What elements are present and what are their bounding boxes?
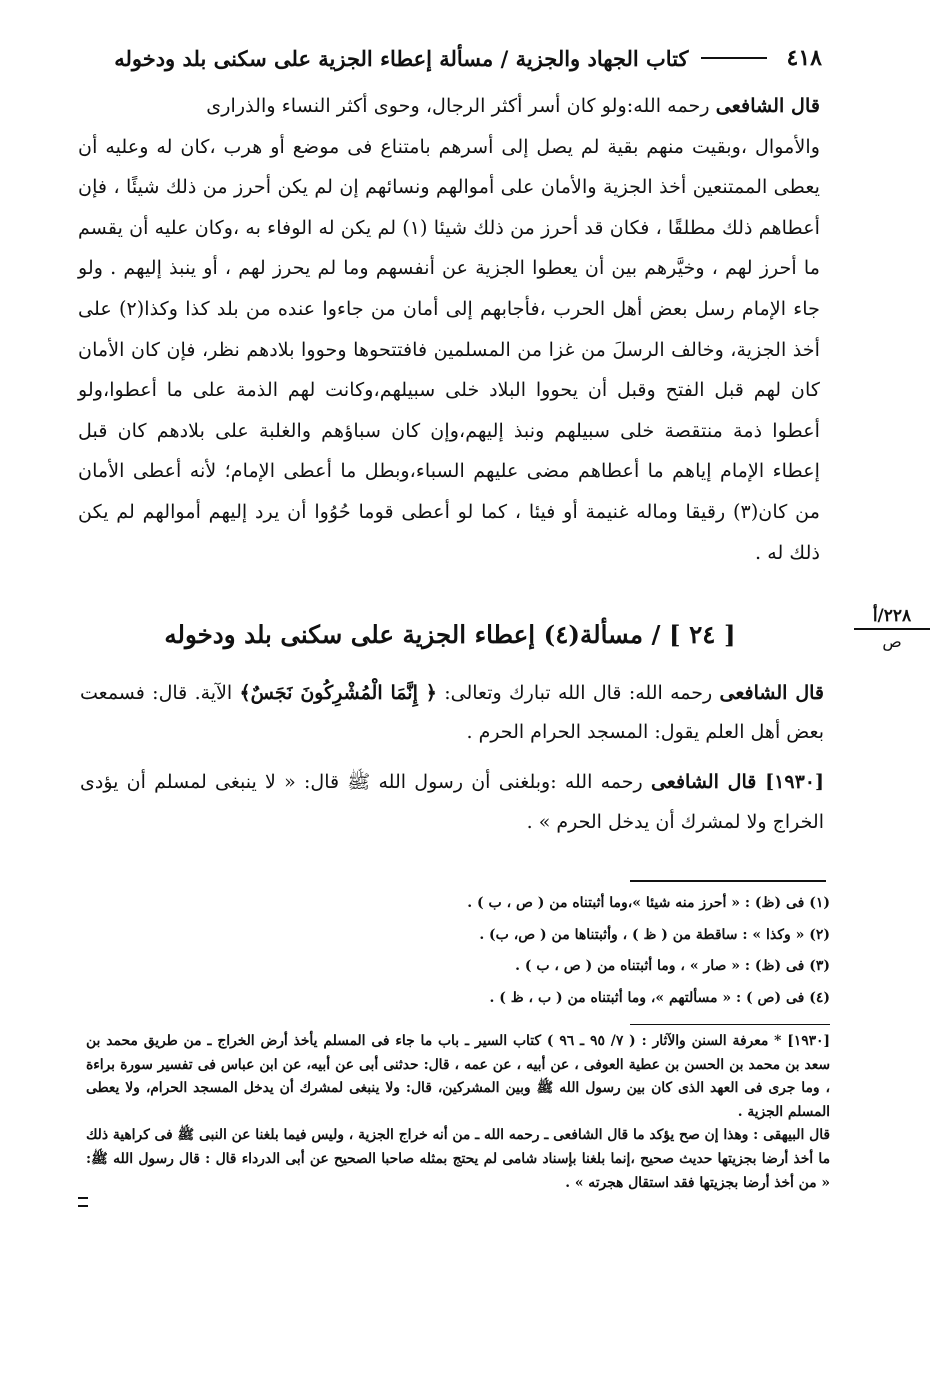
notes-separator (630, 1024, 830, 1025)
folio-source: ص (882, 632, 902, 651)
folio-number: ٢٢٨/أ (872, 606, 912, 626)
main-body-text: والأموال ،وبقيت منهم بقية لم يصل إلى أسرهم بامتناع فى موضع أو هرب ،كان له وعليه أن يعطى الممتنعين أخذ الجزية والأمان على أموالهم ونسائهم إن لم يكن أحرز من ذلك شيئًا ، فإن أعطاهم ذلك مطلقًا ، فكان قد أحرز من ذلك شيئا (١) لم يكن له الوفاء به ،وكان عليه أن يقسم ما أحرز لهم ، وخيَّرهم بين أن يعطوا الجزية عن أنفسهم وما لم يحرز لهم ، أو ينبذ إليهم . ولو جاء الإمام رسل بعض أهل الحرب ،فأجابهم إلى أمان من جاءوا عنده من بلد كذا وكذا(٢) على أخذ الجزية، وخالف الرسلَ من غزا من المسلمين فافتتحوها وحووا بلادهم نظر، فإن كان الأمان كان لهم قبل الفتح وقبل أن يحووا البلاد خلى سبيلهم،وكانت لهم الذمة على ما أعطوا،ولو أعطوا ذمة منتقصة خلى سبيلهم ونبذ إليهم،وإن كان سباؤهم والغلبة على بلادهم كان قبل إعطاء الإمام إياهم ما أعطاهم مضى عليهم السباء،وبطل ما أعطى الإمام؛ لأنه أعطى الأمان من كان(٣) رقيقا وماله غنيمة أو فيئا ، كما لو أعطى قوما حُوُوا أن يرد إليهم أموالهم لم يكن ذلك له . (78, 134, 821, 564)
section-intro: رحمه الله: قال الله تبارك وتعالى: (436, 682, 720, 704)
hadith-body: رحمه الله :وبلغنى أن رسول الله ﷺ قال: « لا ينبغى لمسلم أن يؤدى الخراج ولا لمشرك أن يدخل الحرم » . (80, 771, 824, 833)
takhrij-notes (86, 1030, 830, 1207)
speaker-label: قال الشافعى (715, 94, 820, 117)
footnote-3: (٣) فى (ظ) : « صار » ، وما أثبتناه من ( ص ، ب ) . (515, 958, 830, 974)
hadith-paragraph (80, 762, 824, 842)
first-line-text: رحمه الله:ولو كان أسر أكثر الرجال، وحوى أكثر النساء والذرارى (206, 94, 716, 117)
footnote-2: (٢) « وكذا » : ساقطة من ( ظ ) ، وأثبتناها من ( ص، ب) . (479, 926, 830, 943)
footnote-4: (٤) فى (ص ) : « مسألتهم »، وما أثبتناه من ( ب ، ظ ) . (489, 989, 830, 1006)
footnote-1: (١) فى (ظ) : « أحرز منه شيئا »،وما أثبتناه من ( ص ، ب ) . (467, 895, 830, 911)
section-after-verse: الآية. قال: فسمعت بعض أهل العلم يقول: المسجد الحرام الحرم . (80, 682, 824, 743)
folio-rule (854, 628, 930, 630)
footnote-separator (630, 880, 826, 882)
quran-verse: ﴿ إِنَّمَا الْمُشْرِكُونَ نَجَسٌ﴾ (239, 682, 437, 704)
main-paragraph (78, 86, 820, 573)
page-number: ٤١٨ (786, 45, 822, 71)
end-mark (78, 1197, 88, 1207)
hadith-number: [١٩٣٠] (765, 771, 824, 793)
section-speaker: قال الشافعى (719, 682, 824, 704)
bayhaqi-note: قال البيهقى : وهذا إن صح يؤكد ما قال الشافعى ـ رحمه الله ـ من أنه خراج الجزية ، وليس فيما بلغنا عن النبى ﷺ فى كراهية ذلك ما أخذ أرضا بجزيتها حديث صحيح ،إنما بلغنا بإسناد شامى لم يحتج بمثله صاحبا الصحيح عن أبى الدرداء قال : قال رسول الله ﷺ: « من أخذ أرضا بجزيتها فقد استقال هجرته » . (86, 1127, 830, 1191)
takhrij-note: [١٩٣٠] * معرفة السنن والآثار : ( ٧/ ٩٥ ـ ٩٦ ) كتاب السير ـ باب ما جاء فى المسلم يأخذ أرض الخراج ـ من طريق محمد بن سعد بن محمد بن الحسن بن عطية العوفى ، عن أبيه ، عن عمه ، قال: حدثنى أبى عن أبيه، عن ابن عباس فى تفسير سورة براءة ، وما جرى فى العهد الذى كان بين رسول الله ﷺ وبين المشركين، قال: ولا ينبغى لمشرك أن يدخل المسجد الحرام، ولا يعطى المسلم الجزية . (86, 1033, 830, 1120)
manuscript-folio-ref (854, 606, 930, 652)
running-title: كتاب الجهاد والجزية / مسألة إعطاء الجزية على سكنى بلد ودخوله (114, 45, 689, 71)
running-header (72, 40, 822, 76)
header-rule (701, 57, 767, 59)
section-heading: [ ٢٤ ] / مسألة(٤) إعطاء الجزية على سكنى بلد ودخوله (164, 620, 736, 649)
main-first-line (78, 86, 820, 127)
section-paragraph (80, 674, 824, 752)
footnotes (330, 888, 830, 1014)
hadith-speaker: قال الشافعى (650, 771, 766, 793)
